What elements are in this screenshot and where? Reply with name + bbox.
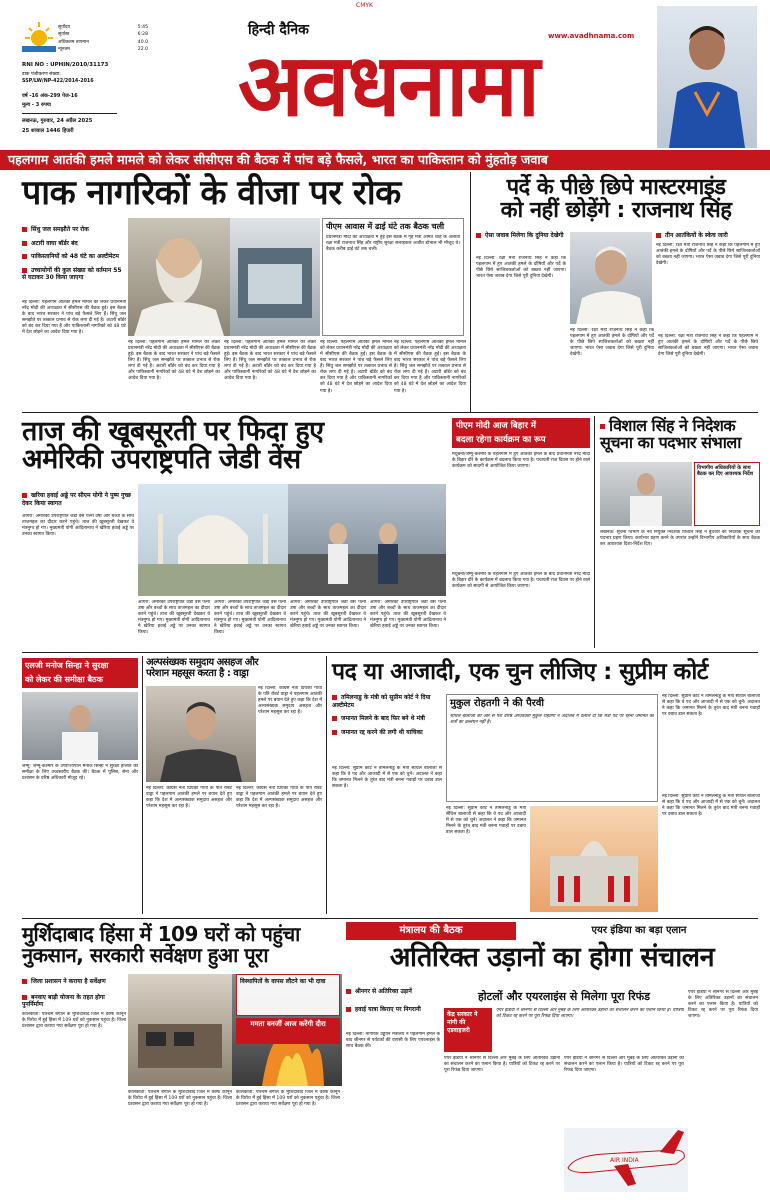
sc-body-col3: नई दिल्ली: सुप्रीम कोर्ट ने तमिलनाडु के मंत्री सेंथिल बालाजी से कहा कि वे पद और आजादी में से एक को चुनें। अदालत ने कहा कि जमानत मिलने के तुरंत बाद मंत्री बनना गवाहों पर दबाव डाल सकता है। bbox=[662, 794, 760, 818]
vadra-headline: अल्पसंख्यक समुदाय असहज और परेशान महसूस करता है : वाड्रा bbox=[146, 657, 259, 679]
supreme-court-photo bbox=[530, 806, 658, 912]
lead-body-col3: नई दिल्ली: पहलगाम आतंकी हमले मामले को लेकर प्रधानमंत्री नरेंद्र मोदी की अध्यक्षता में सीसीएस की बैठक हुई। इस बैठक के बाद भारत सरकार ने पांच बड़े फैसले लिए हैं। सिंधु जल समझौते पर तत्काल प्रभाव से रोक लगा दी गई है। अटारी बॉर्डर को बंद कर दिया गया है और पाकिस्तानी नागरिकों को 48 घंटे में देश छोड़ने का आदेश दिया गया है। bbox=[224, 340, 316, 382]
sc-inset-box bbox=[446, 694, 658, 802]
air-india-headline: अतिरिक्त उड़ानों का होगा संचालन bbox=[389, 942, 715, 973]
sinha-body: जम्मू: जम्मू-कश्मीर के उपराज्यपाल मनोज सिन्हा ने सुरक्षा हालात की समीक्षा के लिए उच्चस्तरीय बैठक की। बैठक में पुलिस, सेना और प्रशासन के वरिष्ठ अधिकारी मौजूद रहे। bbox=[22, 764, 138, 782]
weather-table: सूर्योदय 5:45 सूर्यास्त 6:28 अधिकतम तापमान 40.0 न्यूनतम 22.0 bbox=[58, 25, 148, 53]
top-banner: पहलगाम आतंकी हमले मामले को लेकर सीसीएस की बैठक में पांच बड़े फैसले, भारत का पाकिस्तान को मुंहतोड़ जवाब bbox=[0, 150, 770, 170]
vance-body-col3: आगरा: अमेरिकी उपराष्ट्रपति जेडी वेंस पत्नी उषा और बच्चों के साथ ताजमहल का दीदार करने पहुंचे। ताज की खूबसूरती देखकर वे मंत्रमुग्ध हो गए। मुख्यमंत्री योगी आदित्यनाथ ने खेरिया हवाई अड्डे पर उनका स्वागत किया। bbox=[214, 600, 286, 636]
lead-body-col1: नई दिल्ली: पहलगाम आतंकी हमले मामले को लेकर प्रधानमंत्री नरेंद्र मोदी की अध्यक्षता में सीसीएस की बैठक हुई। इस बैठक के बाद भारत सरकार ने पांच बड़े फैसले लिए हैं। सिंधु जल समझौते पर तत्काल प्रभाव से रोक लगा दी गई है। अटारी बॉर्डर को बंद कर दिया गया है और पाकिस्तानी नागरिकों को 48 घंटे में देश छोड़ने का आदेश दिया गया है। bbox=[22, 300, 126, 336]
vance-body-col1: आगरा: अमेरिकी उपराष्ट्रपति जेडी वेंस पत्नी उषा और बच्चों के साथ ताजमहल का दीदार करने पहुंचे। ताज की खूबसूरती देखकर वे मंत्रमुग्ध हो गए। मुख्यमंत्री योगी आदित्यनाथ ने खेरिया हवाई अड्डे पर उनका स्वागत किया। bbox=[22, 514, 134, 538]
vadra-body-col2: नई दिल्ली: कांग्रेस नेता प्रियंका गांधी के पति रॉबर्ट वाड्रा ने पहलगाम आतंकी हमले पर बयान देते हुए कहा कि देश में अल्पसंख्यक समुदाय असहज और परेशान महसूस कर रहा है। bbox=[236, 786, 322, 810]
sc-inset-text: सेंथिल बालाजी की ओर से पेश वरिष्ठ अधिवक्ता मुकुल रोहतगी ने अदालत में दलील दी कि मंत्री पद पर रहना जमानत की शर्तों का उल्लंघन नहीं है। bbox=[450, 713, 654, 725]
sc-body-col1: नई दिल्ली: सुप्रीम कोर्ट ने तमिलनाडु के मंत्री सेंथिल बालाजी से कहा कि वे पद और आजादी में से एक को चुनें। अदालत ने कहा कि जमानत मिलने के तुरंत बाद मंत्री बनना गवाहों पर दबाव डाल सकता है। bbox=[332, 766, 442, 790]
airport-photo bbox=[288, 484, 446, 596]
air-india-body-col1: एयर इंडिया ने श्रीनगर से दिल्ली और मुंबई के लिए अतिरिक्त उड़ानों का संचालन करने का एलान किया है। यात्रियों को टिकट रद्द करने पर पूरा रिफंड दिया जाएगा। bbox=[444, 1056, 560, 1074]
lead-body-col4: नई दिल्ली: पहलगाम आतंकी हमले मामले को लेकर प्रधानमंत्री नरेंद्र मोदी की अध्यक्षता में सीसीएस की बैठक हुई। इस बैठक के बाद भारत सरकार ने पांच बड़े फैसले लिए हैं। सिंधु जल समझौते पर तत्काल प्रभाव से रोक लगा दी गई है। अटारी बॉर्डर को बंद कर दिया गया है और पाकिस्तानी नागरिकों को 48 घंटे में देश छोड़ने का आदेश दिया गया है। bbox=[320, 340, 392, 394]
sinha-title: एलजी मनोज सिन्हा ने सुरक्षा को लेकर की समीक्षा बैठक bbox=[22, 658, 138, 688]
sc-body-col2: नई दिल्ली: सुप्रीम कोर्ट ने तमिलनाडु के मंत्री सेंथिल बालाजी से कहा कि वे पद और आजादी में से एक को चुनें। अदालत ने कहा कि जमानत मिलने के तुरंत बाद मंत्री बनना गवाहों पर दबाव डाल सकता है। bbox=[446, 806, 526, 836]
vance-sub: खरिया हवाई अड्डे पर सीएम योगी ने पुष्प गुच्छ देकर किया स्वागत bbox=[22, 492, 134, 507]
volume-info: वर्ष -16 अंक-299 पेज-16 bbox=[22, 93, 78, 99]
modi-bihar-body: मधुबनी/जम्मू-कश्मीर के पहलगाम में हुए आतंकी हमले के बाद प्रधानमंत्री नरेंद्र मोदी के बिहार दौरे के कार्यक्रम में बदलाव किया गया है। पंचायती राज दिवस पर होने वाले कार्यक्रम को सादगी से आयोजित किया जाएगा। bbox=[452, 452, 590, 470]
lead-inset-text: प्रधानमंत्री मोदी की अध्यक्षता में हुई इस बैठक में गृह मंत्री अमित शाह के अलावा रक्षा मंत्री राजनाथ सिंह और राष्ट्रीय सुरक्षा सलाहकार अजीत डोभाल भी मौजूद थे। बैठक करीब ढाई घंटे तक चली। bbox=[326, 235, 460, 253]
advisory-red-box: केंद्र सरकार ने मांगी की एडवाइजरी bbox=[444, 1008, 492, 1052]
vance-body-col5: आगरा: अमेरिकी उपराष्ट्रपति जेडी वेंस पत्नी उषा और बच्चों के साथ ताजमहल का दीदार करने पहुंचे। ताज की खूबसूरती देखकर वे मंत्रमुग्ध हो गए। मुख्यमंत्री योगी आदित्यनाथ ने खेरिया हवाई अड्डे पर उनका स्वागत किया। bbox=[370, 600, 446, 630]
mamata-box: ममता बनर्जी आज करेंगी दौरा bbox=[236, 1018, 340, 1044]
website-url: www.avadhnama.com bbox=[548, 32, 635, 40]
sc-body-side: नई दिल्ली: सुप्रीम कोर्ट ने तमिलनाडु के मंत्री सेंथिल बालाजी से कहा कि वे पद और आजादी में से एक को चुनें। अदालत ने कहा कि जमानत मिलने के तुरंत बाद मंत्री बनना गवाहों पर दबाव डाल सकता है। bbox=[662, 694, 760, 718]
cmyk-mark: CMYK bbox=[356, 2, 373, 9]
ministry-body: नई दिल्ली: नागरिक उड्डयन मंत्रालय ने पहलगाम हमले के बाद श्रीनगर से पर्यटकों की वापसी के लिए एयरलाइंस के साथ बैठक की। bbox=[346, 1032, 440, 1050]
hijri-date: 25 शव्वाल 1446 हिजरी bbox=[22, 128, 74, 134]
rajnath-sub: ऐसा जवाब मिलेगा कि दुनिया देखेगी bbox=[476, 232, 566, 240]
vadra-photo bbox=[146, 686, 256, 782]
player-photo bbox=[657, 6, 757, 148]
lead-body-col2: नई दिल्ली: पहलगाम आतंकी हमले मामले को लेकर प्रधानमंत्री नरेंद्र मोदी की अध्यक्षता में सीसीएस की बैठक हुई। इस बैठक के बाद भारत सरकार ने पांच बड़े फैसले लिए हैं। सिंधु जल समझौते पर तत्काल प्रभाव से रोक लगा दी गई है। अटारी बॉर्डर को बंद कर दिया गया है और पाकिस्तानी नागरिकों को 48 घंटे में देश छोड़ने का आदेश दिया गया है। bbox=[128, 340, 220, 382]
vadra-body-side: नई दिल्ली: कांग्रेस नेता प्रियंका गांधी के पति रॉबर्ट वाड्रा ने पहलगाम आतंकी हमले पर बयान देते हुए कहा कि देश में अल्पसंख्यक समुदाय असहज और परेशान महसूस कर रहा है। bbox=[258, 686, 322, 716]
air-india-body-col2: एयर इंडिया ने श्रीनगर से दिल्ली और मुंबई के लिए अतिरिक्त उड़ानों का संचालन करने का एलान किया है। यात्रियों को टिकट रद्द करने पर पूरा रिफंड दिया जाएगा। bbox=[564, 1056, 684, 1074]
murshidabad-body-col2: कोलकाता: पश्चिम बंगाल के मुर्शिदाबाद जिले में वक्फ कानून के विरोध में हुई हिंसा में 109 घरों को नुकसान पहुंचा है। जिला प्रशासन द्वारा कराया गया सर्वेक्षण पूरा हो गया है। bbox=[128, 1090, 232, 1108]
lead-bullets: सिंधु जल समझौते पर रोक अटारी वाघा बॉर्डर बंद पाकिस्तानियों को 48 घंटे का अल्टीमेटम उच्चायोगों की कुल संख्या को वर्तमान 55 से घटाकर 30 किया जाएगा bbox=[22, 226, 126, 288]
burnt-vehicle-photo bbox=[128, 974, 232, 1086]
rajnath-body-col1: नई दिल्ली: रक्षा मंत्री राजनाथ सिंह ने कहा कि पहलगाम में हुए आतंकी हमले के दोषियों और पर्दे के पीछे छिपे साजिशकर्ताओं को बख्शा नहीं जाएगा। भारत ऐसा जवाब देगा जिसे पूरी दुनिया देखेगी। bbox=[476, 256, 566, 280]
air-india-body-right: एयर इंडिया ने श्रीनगर से दिल्ली और मुंबई के लिए अतिरिक्त उड़ानों का संचालन करने का एलान किया है। यात्रियों को टिकट रद्द करने पर पूरा रिफंड दिया जाएगा। bbox=[688, 990, 758, 1020]
sc-bullets: तमिलनाडु के मंत्री को सुप्रीम कोर्ट ने दिया अल्टीमेटम जमानत मिलने के बाद फिर बने थे मंत्री जमानत रद्द करने की लगी थी याचिका bbox=[332, 694, 442, 742]
modi-photo bbox=[128, 218, 230, 336]
vishal-body: लखनऊ: सूचना विभाग के नव नियुक्त निदेशक विशाल सिंह ने बुधवार को निदेशक सूचना का पदभार ग्रहण किया। कार्यभार ग्रहण करने के उपरांत उन्होंने विभागीय अधिकारियों के साथ बैठक कर आवश्यक दिशा-निर्देश दिए। bbox=[600, 530, 760, 548]
sinha-photo bbox=[22, 692, 138, 760]
vadra-body-col1: नई दिल्ली: कांग्रेस नेता प्रियंका गांधी के पति रॉबर्ट वाड्रा ने पहलगाम आतंकी हमले पर बयान देते हुए कहा कि देश में अल्पसंख्यक समुदाय असहज और परेशान महसूस कर रहा है। bbox=[146, 786, 232, 810]
rajnath-body-col3: नई दिल्ली: रक्षा मंत्री राजनाथ सिंह ने कहा कि पहलगाम में हुए आतंकी हमले के दोषियों और पर्दे के पीछे छिपे साजिशकर्ताओं को बख्शा नहीं जाएगा। भारत ऐसा जवाब देगा जिसे पूरी दुनिया देखेगी। bbox=[658, 334, 758, 358]
rni-number: RNI NO : UPHIN/2010/31173 bbox=[22, 62, 109, 68]
lead-body-col5: नई दिल्ली: पहलगाम आतंकी हमले मामले को लेकर प्रधानमंत्री नरेंद्र मोदी की अध्यक्षता में सीसीएस की बैठक हुई। इस बैठक के बाद भारत सरकार ने पांच बड़े फैसले लिए हैं। सिंधु जल समझौते पर तत्काल प्रभाव से रोक लगा दी गई है। अटारी बॉर्डर को बंद कर दिया गया है और पाकिस्तानी नागरिकों को 48 घंटे में देश छोड़ने का आदेश दिया गया है। bbox=[394, 340, 466, 394]
masthead bbox=[0, 0, 770, 153]
sketch-box: तीन आतंकियों के स्केच जारी नई दिल्ली: रक्षा मंत्री राजनाथ सिंह ने कहा कि पहलगाम में हुए आतंकी हमले के दोषियों और पर्दे के पीछे छिपे साजिशकर्ताओं को बख्शा नहीं जाएगा। भारत ऐसा जवाब देगा जिसे पूरी दुनिया देखेगी। bbox=[656, 232, 760, 266]
murshidabad-box: विस्थापितों के वापस लौटने का भी दावा bbox=[236, 974, 340, 1016]
rajnath-photo bbox=[570, 232, 652, 324]
price: मूल्य - 3 रुपया bbox=[22, 102, 51, 108]
sc-inset-title: मुकुल रोहतगी ने की पैरवी bbox=[450, 698, 545, 709]
date-line: लखनऊ, गुरुवार, 24 अप्रैल 2025 bbox=[22, 118, 93, 124]
vance-body-col2: आगरा: अमेरिकी उपराष्ट्रपति जेडी वेंस पत्नी उषा और बच्चों के साथ ताजमहल का दीदार करने पहुंचे। ताज की खूबसूरती देखकर वे मंत्रमुग्ध हो गए। मुख्यमंत्री योगी आदित्यनाथ ने खेरिया हवाई अड्डे पर उनका स्वागत किया। bbox=[138, 600, 210, 636]
murshidabad-body-col3: कोलकाता: पश्चिम बंगाल के मुर्शिदाबाद जिले में वक्फ कानून के विरोध में हुई हिंसा में 109 घरों को नुकसान पहुंचा है। जिला प्रशासन द्वारा कराया गया सर्वेक्षण पूरा हो गया है। bbox=[236, 1090, 340, 1108]
taj-photo bbox=[138, 484, 288, 596]
modi-bihar-body-2: मधुबनी/जम्मू-कश्मीर के पहलगाम में हुए आतंकी हमले के बाद प्रधानमंत्री नरेंद्र मोदी के बिहार दौरे के कार्यक्रम में बदलाव किया गया है। पंचायती राज दिवस पर होने वाले कार्यक्रम को सादगी से आयोजित किया जाएगा। bbox=[452, 572, 590, 590]
lead-inset-box bbox=[322, 218, 464, 336]
meeting-photo bbox=[230, 218, 320, 336]
modi-bihar-title: पीएम मोदी आज बिहार में बदला रहेगा कार्यक्रम का रूप bbox=[452, 418, 590, 448]
air-india-intro: एयर इंडिया ने श्रीनगर से दिल्ली और मुंबई के लिए अतिरिक्त उड़ानों का संचालन करने का एलान किया है। यात्रियों को टिकट रद्द करने पर पूरा रिफंड दिया जाएगा। bbox=[496, 1008, 684, 1020]
lead-inset-title: पीएम आवास में ढाई घंटे तक बैठक चली bbox=[326, 222, 445, 231]
ministry-bar: मंत्रालय की बैठक bbox=[346, 922, 516, 940]
hindi-dainik-label: हिन्दी दैनिक bbox=[248, 22, 309, 38]
vishal-photo bbox=[600, 462, 692, 526]
rajnath-headline: पर्दे के पीछे छिपे मास्टरमाइंड को नहीं छोड़ेंगे : राजनाथ सिंह bbox=[500, 175, 732, 224]
vance-headline: ताज की खूबसूरती पर फिदा हुए अमेरिकी उपराष्ट्रपति जेडी वेंस bbox=[22, 416, 324, 476]
murshidabad-bullets: जिला प्रशासन ने कराया है सर्वेक्षण बनवाए बाड़ी योजना के तहत होगा पुनर्निर्माण bbox=[22, 978, 126, 1017]
air-india-bar: एयर इंडिया का बड़ा एलान bbox=[520, 922, 758, 940]
murshidabad-body-col1: कोलकाता: पश्चिम बंगाल के मुर्शिदाबाद जिले में वक्फ कानून के विरोध में हुई हिंसा में 109 घरों को नुकसान पहुंचा है। जिला प्रशासन द्वारा कराया गया सर्वेक्षण पूरा हो गया है। bbox=[22, 1012, 126, 1030]
plane-livery-text: AIR INDIA bbox=[610, 1157, 639, 1164]
vishal-headline: विशाल सिंह ने निदेशक सूचना का पदभार संभाला bbox=[600, 418, 760, 452]
air-india-plane-photo bbox=[564, 1128, 688, 1192]
sc-headline: पद या आजादी, एक चुन लीजिए : सुप्रीम कोर्ट bbox=[332, 659, 708, 685]
sketch-title: तीन आतंकियों के स्केच जारी bbox=[656, 232, 760, 240]
ministry-bullets: श्रीनगर से अतिरिक्त उड़ानें हवाई यात्रा किराए पर निगरानी bbox=[346, 988, 440, 1023]
lead-headline: पाक नागरिकों के वीजा पर रोक bbox=[22, 173, 401, 213]
refund-subheadline: होटलों और एयरलाइंस से मिलेगा पूरा रिफंड bbox=[477, 990, 651, 1003]
postal-registration: डाक पंजीकरण संख्या: SSP/LW/NP-422/2014-2016 bbox=[22, 72, 94, 84]
vance-body-col4: आगरा: अमेरिकी उपराष्ट्रपति जेडी वेंस पत्नी उषा और बच्चों के साथ ताजमहल का दीदार करने पहुंचे। ताज की खूबसूरती देखकर वे मंत्रमुग्ध हो गए। मुख्यमंत्री योगी आदित्यनाथ ने खेरिया हवाई अड्डे पर उनका स्वागत किया। bbox=[290, 600, 366, 630]
sun-icon bbox=[22, 18, 56, 54]
vishal-box: विभागीय अधिकारियों के साथ बैठक कर दिए आवश्यक निर्देश bbox=[694, 462, 760, 526]
rajnath-body-col2: नई दिल्ली: रक्षा मंत्री राजनाथ सिंह ने कहा कि पहलगाम में हुए आतंकी हमले के दोषियों और पर्दे के पीछे छिपे साजिशकर्ताओं को बख्शा नहीं जाएगा। भारत ऐसा जवाब देगा जिसे पूरी दुनिया देखेगी। bbox=[570, 328, 654, 358]
newspaper-logo: अवधनामा bbox=[237, 36, 539, 136]
murshidabad-headline: मुर्शिदाबाद हिंसा में 109 घरों को पहुंचा नुकसान, सरकारी सर्वेक्षण हुआ पूरा bbox=[22, 922, 300, 967]
